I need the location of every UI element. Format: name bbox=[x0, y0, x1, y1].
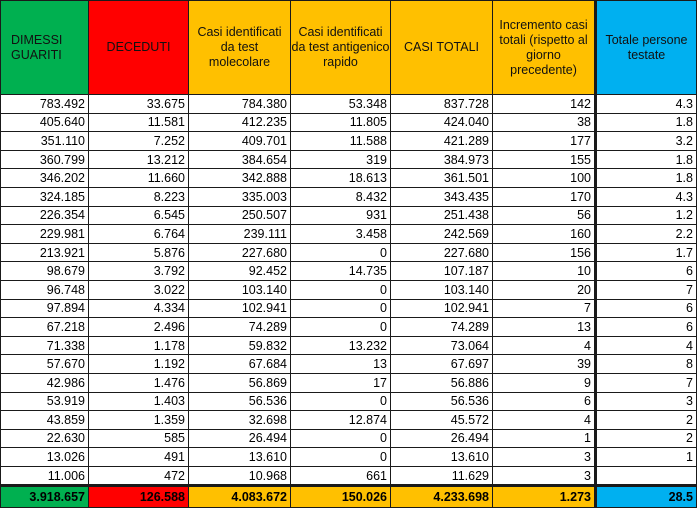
cell-test-antigenico: 11.588 bbox=[291, 132, 391, 151]
cell-casi-totali: 384.973 bbox=[391, 150, 493, 169]
cell-persone-testate: 1.7 bbox=[596, 243, 697, 262]
table-row bbox=[1, 262, 697, 281]
table-row bbox=[1, 132, 697, 151]
cell-test-molecolare: 103.140 bbox=[189, 280, 291, 299]
cell-deceduti: 1.192 bbox=[89, 355, 189, 374]
cell-test-molecolare: 409.701 bbox=[189, 132, 291, 151]
cell-casi-totali: 421.289 bbox=[391, 132, 493, 151]
cell-deceduti: 33.675 bbox=[89, 95, 189, 114]
cell-persone-testate: 1 bbox=[596, 448, 697, 467]
cell-persone-testate: 4 bbox=[596, 336, 697, 355]
cell-test-molecolare: 102.941 bbox=[189, 299, 291, 318]
total-casi-totali: 4.233.698 bbox=[391, 486, 493, 508]
table-row bbox=[1, 411, 697, 430]
cell-test-antigenico: 11.805 bbox=[291, 113, 391, 132]
cell-dimessi-guariti: 57.670 bbox=[1, 355, 89, 374]
total-persone-testate: 28.5 bbox=[596, 486, 697, 508]
cell-dimessi-guariti: 97.894 bbox=[1, 299, 89, 318]
cell-deceduti: 1.403 bbox=[89, 392, 189, 411]
total-deceduti: 126.588 bbox=[89, 486, 189, 508]
cell-deceduti: 5.876 bbox=[89, 243, 189, 262]
cell-deceduti: 3.792 bbox=[89, 262, 189, 281]
cell-deceduti: 3.022 bbox=[89, 280, 189, 299]
table-row bbox=[1, 150, 697, 169]
cell-test-molecolare: 227.680 bbox=[189, 243, 291, 262]
cell-casi-totali: 45.572 bbox=[391, 411, 493, 430]
cell-dimessi-guariti: 351.110 bbox=[1, 132, 89, 151]
cell-persone-testate: 4.3 bbox=[596, 187, 697, 206]
cell-test-antigenico: 13 bbox=[291, 355, 391, 374]
cell-casi-totali: 251.438 bbox=[391, 206, 493, 225]
cell-casi-totali: 361.501 bbox=[391, 169, 493, 188]
cell-test-molecolare: 26.494 bbox=[189, 429, 291, 448]
cell-dimessi-guariti: 11.006 bbox=[1, 466, 89, 486]
cell-persone-testate: 3 bbox=[596, 392, 697, 411]
cell-dimessi-guariti: 360.799 bbox=[1, 150, 89, 169]
cell-test-antigenico: 3.458 bbox=[291, 225, 391, 244]
cell-test-antigenico: 14.735 bbox=[291, 262, 391, 281]
header-casi-totali: CASI TOTALI bbox=[391, 1, 493, 95]
cell-dimessi-guariti: 229.981 bbox=[1, 225, 89, 244]
cell-incremento: 3 bbox=[493, 448, 596, 467]
table-row bbox=[1, 355, 697, 374]
cell-test-molecolare: 10.968 bbox=[189, 466, 291, 486]
table-row bbox=[1, 187, 697, 206]
cell-persone-testate: 2.2 bbox=[596, 225, 697, 244]
cell-test-molecolare: 67.684 bbox=[189, 355, 291, 374]
cell-test-molecolare: 384.654 bbox=[189, 150, 291, 169]
table-row bbox=[1, 466, 697, 486]
cell-deceduti: 8.223 bbox=[89, 187, 189, 206]
cell-test-molecolare: 412.235 bbox=[189, 113, 291, 132]
cell-test-molecolare: 56.536 bbox=[189, 392, 291, 411]
header-casi-test-molecolare: Casi identificati da test molecolare bbox=[189, 1, 291, 95]
table-row bbox=[1, 336, 697, 355]
cell-persone-testate: 6 bbox=[596, 318, 697, 337]
header-incremento-casi: Incremento casi totali (rispetto al giorno precedente) bbox=[493, 1, 596, 95]
cell-incremento: 13 bbox=[493, 318, 596, 337]
cell-dimessi-guariti: 13.026 bbox=[1, 448, 89, 467]
cell-incremento: 160 bbox=[493, 225, 596, 244]
cell-test-antigenico: 17 bbox=[291, 373, 391, 392]
cell-test-antigenico: 18.613 bbox=[291, 169, 391, 188]
cell-test-antigenico: 0 bbox=[291, 448, 391, 467]
table-row bbox=[1, 373, 697, 392]
header-deceduti: DECEDUTI bbox=[89, 1, 189, 95]
cell-deceduti: 6.764 bbox=[89, 225, 189, 244]
cell-deceduti: 4.334 bbox=[89, 299, 189, 318]
cell-test-antigenico: 12.874 bbox=[291, 411, 391, 430]
total-test-molecolare: 4.083.672 bbox=[189, 486, 291, 508]
cell-dimessi-guariti: 22.630 bbox=[1, 429, 89, 448]
table-row bbox=[1, 95, 697, 114]
cell-persone-testate: 3.2 bbox=[596, 132, 697, 151]
cell-persone-testate: 1.8 bbox=[596, 150, 697, 169]
cell-casi-totali: 56.886 bbox=[391, 373, 493, 392]
header-dimessi-guariti: DIMESSI GUARITI bbox=[1, 1, 89, 95]
cell-incremento: 20 bbox=[493, 280, 596, 299]
cell-incremento: 1 bbox=[493, 429, 596, 448]
header-totale-persone-testate: Totale persone testate bbox=[596, 1, 697, 95]
table-row bbox=[1, 318, 697, 337]
cell-persone-testate: 1.8 bbox=[596, 113, 697, 132]
cell-casi-totali: 13.610 bbox=[391, 448, 493, 467]
cell-deceduti: 1.178 bbox=[89, 336, 189, 355]
cell-dimessi-guariti: 42.986 bbox=[1, 373, 89, 392]
cell-dimessi-guariti: 67.218 bbox=[1, 318, 89, 337]
table-row bbox=[1, 206, 697, 225]
total-dimessi-guariti: 3.918.657 bbox=[1, 486, 89, 508]
cell-test-antigenico: 13.232 bbox=[291, 336, 391, 355]
cell-test-molecolare: 239.111 bbox=[189, 225, 291, 244]
cell-persone-testate bbox=[596, 466, 697, 486]
cell-incremento: 10 bbox=[493, 262, 596, 281]
cell-dimessi-guariti: 98.679 bbox=[1, 262, 89, 281]
cell-test-molecolare: 32.698 bbox=[189, 411, 291, 430]
cell-test-antigenico: 53.348 bbox=[291, 95, 391, 114]
cell-test-antigenico: 0 bbox=[291, 280, 391, 299]
cell-deceduti: 7.252 bbox=[89, 132, 189, 151]
cell-persone-testate: 2 bbox=[596, 429, 697, 448]
header-row bbox=[1, 1, 697, 95]
table-row bbox=[1, 225, 697, 244]
cell-casi-totali: 102.941 bbox=[391, 299, 493, 318]
cell-incremento: 4 bbox=[493, 336, 596, 355]
cell-persone-testate: 4.3 bbox=[596, 95, 697, 114]
cell-dimessi-guariti: 405.640 bbox=[1, 113, 89, 132]
cell-test-molecolare: 335.003 bbox=[189, 187, 291, 206]
cell-incremento: 155 bbox=[493, 150, 596, 169]
table-row bbox=[1, 243, 697, 262]
cell-test-antigenico: 0 bbox=[291, 392, 391, 411]
cell-dimessi-guariti: 43.859 bbox=[1, 411, 89, 430]
table-body bbox=[1, 95, 697, 508]
cell-incremento: 56 bbox=[493, 206, 596, 225]
cell-dimessi-guariti: 213.921 bbox=[1, 243, 89, 262]
cell-deceduti: 11.660 bbox=[89, 169, 189, 188]
cell-deceduti: 6.545 bbox=[89, 206, 189, 225]
cell-persone-testate: 8 bbox=[596, 355, 697, 374]
cell-incremento: 3 bbox=[493, 466, 596, 486]
cell-casi-totali: 837.728 bbox=[391, 95, 493, 114]
cell-test-molecolare: 59.832 bbox=[189, 336, 291, 355]
cell-casi-totali: 26.494 bbox=[391, 429, 493, 448]
cell-deceduti: 11.581 bbox=[89, 113, 189, 132]
cell-dimessi-guariti: 96.748 bbox=[1, 280, 89, 299]
header-casi-test-antigenico: Casi identificati da test antigenico rapido bbox=[291, 1, 391, 95]
cell-casi-totali: 424.040 bbox=[391, 113, 493, 132]
table-row bbox=[1, 392, 697, 411]
cell-persone-testate: 2 bbox=[596, 411, 697, 430]
cell-test-molecolare: 56.869 bbox=[189, 373, 291, 392]
cell-casi-totali: 74.289 bbox=[391, 318, 493, 337]
cell-deceduti: 472 bbox=[89, 466, 189, 486]
cell-deceduti: 491 bbox=[89, 448, 189, 467]
cell-test-molecolare: 784.380 bbox=[189, 95, 291, 114]
cell-casi-totali: 227.680 bbox=[391, 243, 493, 262]
cell-persone-testate: 6 bbox=[596, 299, 697, 318]
cell-test-antigenico: 0 bbox=[291, 299, 391, 318]
cell-test-antigenico: 0 bbox=[291, 429, 391, 448]
cell-incremento: 4 bbox=[493, 411, 596, 430]
cell-test-molecolare: 92.452 bbox=[189, 262, 291, 281]
cell-test-molecolare: 74.289 bbox=[189, 318, 291, 337]
cell-test-antigenico: 319 bbox=[291, 150, 391, 169]
cell-persone-testate: 6 bbox=[596, 262, 697, 281]
cell-dimessi-guariti: 324.185 bbox=[1, 187, 89, 206]
cell-dimessi-guariti: 53.919 bbox=[1, 392, 89, 411]
cell-incremento: 100 bbox=[493, 169, 596, 188]
cell-test-molecolare: 13.610 bbox=[189, 448, 291, 467]
cell-test-molecolare: 342.888 bbox=[189, 169, 291, 188]
cell-casi-totali: 107.187 bbox=[391, 262, 493, 281]
cell-casi-totali: 343.435 bbox=[391, 187, 493, 206]
cell-incremento: 170 bbox=[493, 187, 596, 206]
table-row bbox=[1, 113, 697, 132]
cell-casi-totali: 242.569 bbox=[391, 225, 493, 244]
table-row bbox=[1, 280, 697, 299]
cell-casi-totali: 11.629 bbox=[391, 466, 493, 486]
cell-incremento: 156 bbox=[493, 243, 596, 262]
cell-incremento: 7 bbox=[493, 299, 596, 318]
totals-row bbox=[1, 486, 697, 508]
cell-incremento: 39 bbox=[493, 355, 596, 374]
cell-persone-testate: 1.8 bbox=[596, 169, 697, 188]
cell-dimessi-guariti: 226.354 bbox=[1, 206, 89, 225]
cell-persone-testate: 7 bbox=[596, 373, 697, 392]
cell-test-antigenico: 931 bbox=[291, 206, 391, 225]
cell-deceduti: 13.212 bbox=[89, 150, 189, 169]
cell-casi-totali: 73.064 bbox=[391, 336, 493, 355]
cell-test-antigenico: 8.432 bbox=[291, 187, 391, 206]
cell-dimessi-guariti: 71.338 bbox=[1, 336, 89, 355]
cell-incremento: 38 bbox=[493, 113, 596, 132]
cell-incremento: 177 bbox=[493, 132, 596, 151]
cell-deceduti: 1.359 bbox=[89, 411, 189, 430]
table-row bbox=[1, 448, 697, 467]
cell-test-molecolare: 250.507 bbox=[189, 206, 291, 225]
table-row bbox=[1, 429, 697, 448]
cell-deceduti: 2.496 bbox=[89, 318, 189, 337]
cell-casi-totali: 103.140 bbox=[391, 280, 493, 299]
cell-dimessi-guariti: 783.492 bbox=[1, 95, 89, 114]
cell-deceduti: 1.476 bbox=[89, 373, 189, 392]
cell-casi-totali: 67.697 bbox=[391, 355, 493, 374]
cell-persone-testate: 1.2 bbox=[596, 206, 697, 225]
cell-deceduti: 585 bbox=[89, 429, 189, 448]
cell-persone-testate: 7 bbox=[596, 280, 697, 299]
cell-incremento: 6 bbox=[493, 392, 596, 411]
cell-test-antigenico: 0 bbox=[291, 318, 391, 337]
total-test-antigenico: 150.026 bbox=[291, 486, 391, 508]
cell-incremento: 9 bbox=[493, 373, 596, 392]
cell-incremento: 142 bbox=[493, 95, 596, 114]
cell-test-antigenico: 661 bbox=[291, 466, 391, 486]
cell-test-antigenico: 0 bbox=[291, 243, 391, 262]
total-incremento: 1.273 bbox=[493, 486, 596, 508]
cell-dimessi-guariti: 346.202 bbox=[1, 169, 89, 188]
cell-casi-totali: 56.536 bbox=[391, 392, 493, 411]
table-row bbox=[1, 299, 697, 318]
table-row bbox=[1, 169, 697, 188]
